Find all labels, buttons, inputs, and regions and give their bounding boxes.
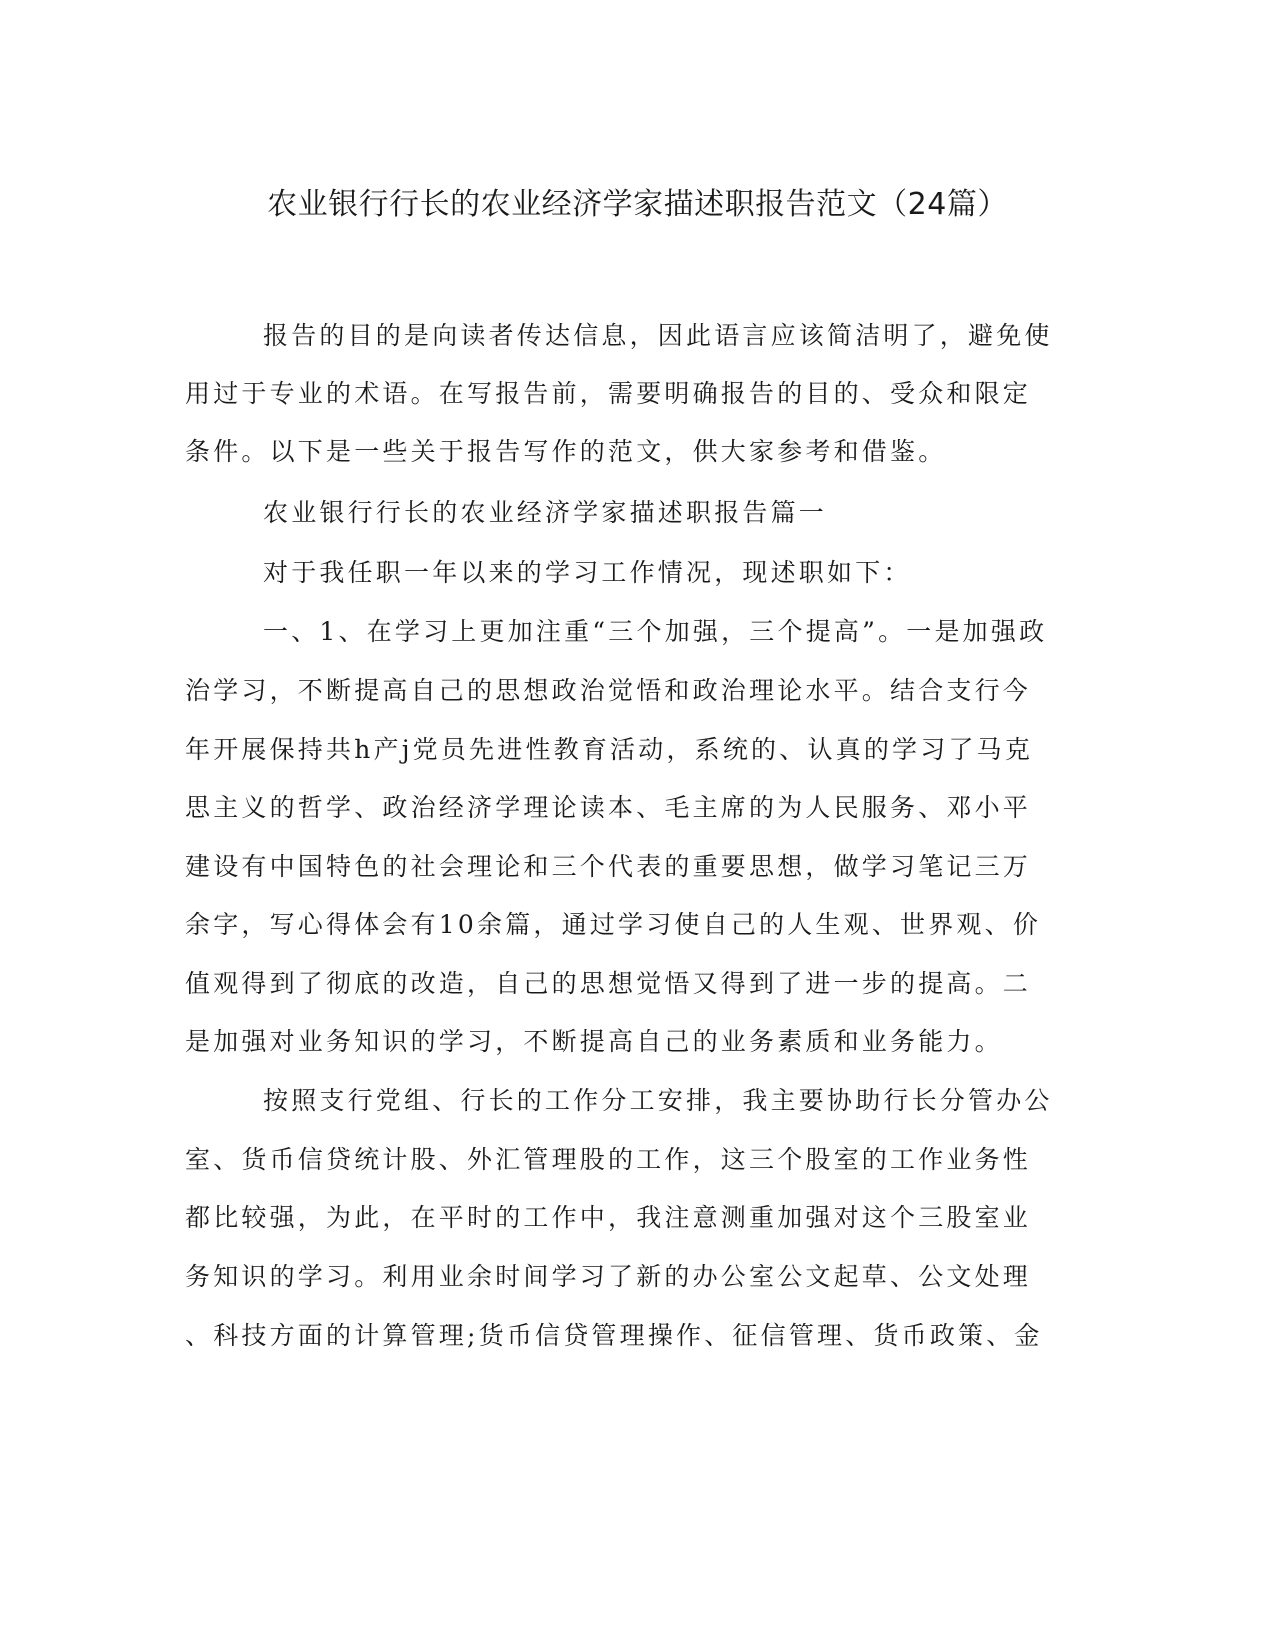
paragraph-line: 条件。以下是一些关于报告写作的范文，供大家参考和借鉴。 bbox=[185, 437, 947, 466]
section-heading: 农业银行行长的农业经济学家描述职报告篇一 bbox=[263, 498, 828, 527]
paragraph-line: 是加强对业务知识的学习，不断提高自己的业务素质和业务能力。 bbox=[185, 1027, 1003, 1056]
paragraph-line: 都比较强，为此，在平时的工作中，我注意测重加强对这个三股室业 bbox=[185, 1203, 1032, 1232]
paragraph-line: 年开展保持共h产j党员先进性教育活动，系统的、认真的学习了马克 bbox=[185, 735, 1034, 764]
paragraph-line: 按照支行党组、行长的工作分工安排，我主要协助行长分管办公 bbox=[263, 1086, 1053, 1115]
paragraph-line: 、科技方面的计算管理;货币信贷管理操作、征信管理、货币政策、金 bbox=[185, 1321, 1043, 1350]
paragraph-line: 务知识的学习。利用业余时间学习了新的办公室公文起草、公文处理 bbox=[185, 1262, 1032, 1291]
document-title: 农业银行行长的农业经济学家描述职报告范文（24篇） bbox=[267, 187, 1008, 222]
paragraph-line: 报告的目的是向读者传达信息，因此语言应该简洁明了，避免使 bbox=[263, 321, 1053, 350]
paragraph-line: 思主义的哲学、政治经济学理论读本、毛主席的为人民服务、邓小平 bbox=[185, 793, 1032, 822]
paragraph-line: 室、货币信贷统计股、外汇管理股的工作，这三个股室的工作业务性 bbox=[185, 1145, 1032, 1174]
paragraph-line: 治学习，不断提高自己的思想政治觉悟和政治理论水平。结合支行今 bbox=[185, 676, 1032, 705]
paragraph-line: 一、1、在学习上更加注重“三个加强，三个提高”。一是加强政 bbox=[263, 617, 1048, 646]
paragraph-line: 用过于专业的术语。在写报告前，需要明确报告的目的、受众和限定 bbox=[185, 379, 1032, 408]
paragraph-line: 余字，写心得体会有10余篇，通过学习使自己的人生观、世界观、价 bbox=[185, 910, 1042, 939]
paragraph-line: 值观得到了彻底的改造，自己的思想觉悟又得到了进一步的提高。二 bbox=[185, 969, 1032, 998]
paragraph-line: 对于我任职一年以来的学习工作情况，现述职如下： bbox=[263, 558, 912, 587]
paragraph-line: 建设有中国特色的社会理论和三个代表的重要思想，做学习笔记三万 bbox=[185, 852, 1032, 881]
